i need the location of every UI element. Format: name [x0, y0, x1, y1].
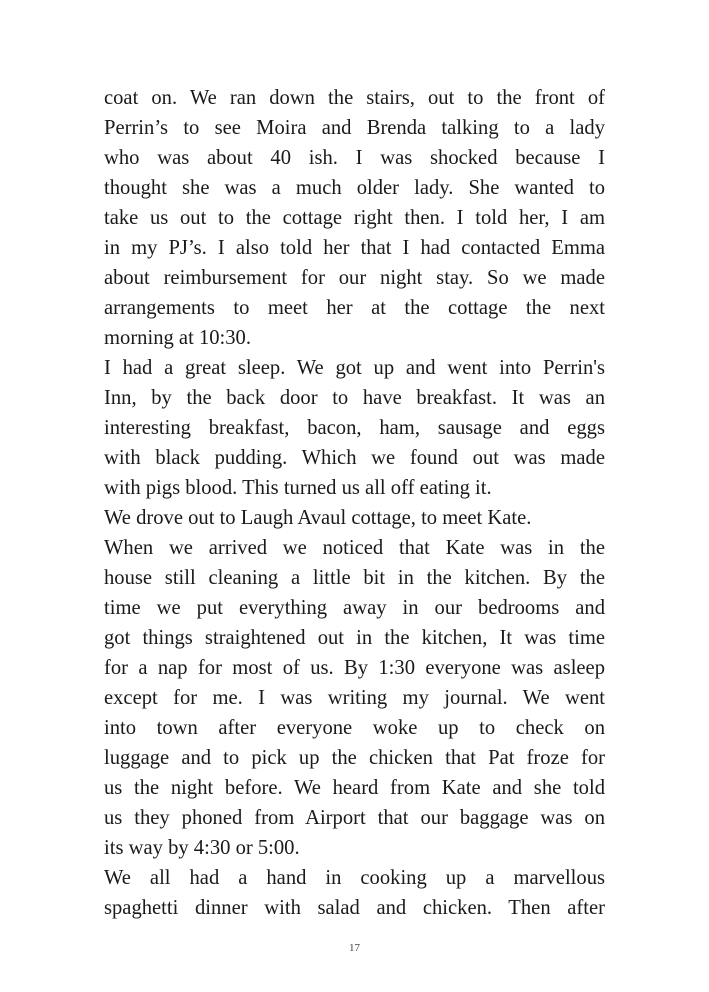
text-line: spaghetti dinner with salad and chicken. Then after: [104, 897, 605, 919]
text-line: Perrin’s to see Moira and Brenda talking to a lady: [104, 117, 605, 139]
text-line: luggage and to pick up the chicken that Pat froze for: [104, 747, 605, 769]
page-number: 17: [349, 942, 360, 954]
text-line: into town after everyone woke up to check on: [104, 717, 605, 739]
text-line: except for me. I was writing my journal. We went: [104, 687, 605, 709]
text-line: We drove out to Laugh Avaul cottage, to meet Kate.: [104, 507, 532, 529]
text-line: I had a great sleep. We got up and went into Perrin's: [104, 357, 605, 379]
text-line: about reimbursement for our night stay. So we made: [104, 267, 605, 289]
text-line: interesting breakfast, bacon, ham, sausage and eggs: [104, 417, 605, 439]
text-line: morning at 10:30.: [104, 327, 252, 349]
text-line: with black pudding. Which we found out was made: [104, 447, 605, 469]
text-line: We all had a hand in cooking up a marvellous: [104, 867, 605, 889]
text-line: got things straightened out in the kitchen, It was time: [104, 627, 605, 649]
text-line: thought she was a much older lady. She wanted to: [104, 177, 605, 199]
text-line: for a nap for most of us. By 1:30 everyone was asleep: [104, 657, 605, 679]
text-line: arrangements to meet her at the cottage the next: [104, 297, 605, 319]
text-line: Inn, by the back door to have breakfast. It was an: [104, 387, 605, 409]
text-line: coat on. We ran down the stairs, out to the front of: [104, 87, 605, 109]
text-line: who was about 40 ish. I was shocked because I: [104, 147, 605, 169]
text-line: When we arrived we noticed that Kate was in the: [104, 537, 605, 559]
text-line: time we put everything away in our bedrooms and: [104, 597, 605, 619]
text-line: in my PJ’s. I also told her that I had contacted Emma: [104, 237, 605, 259]
text-line: its way by 4:30 or 5:00.: [104, 837, 300, 859]
text-line: with pigs blood. This turned us all off eating it.: [104, 477, 492, 499]
text-line: us they phoned from Airport that our baggage was on: [104, 807, 605, 829]
text-line: house still cleaning a little bit in the kitchen. By the: [104, 567, 605, 589]
text-line: take us out to the cottage right then. I told her, I am: [104, 207, 605, 229]
text-line: us the night before. We heard from Kate and she told: [104, 777, 605, 799]
body-text: [104, 83, 605, 923]
